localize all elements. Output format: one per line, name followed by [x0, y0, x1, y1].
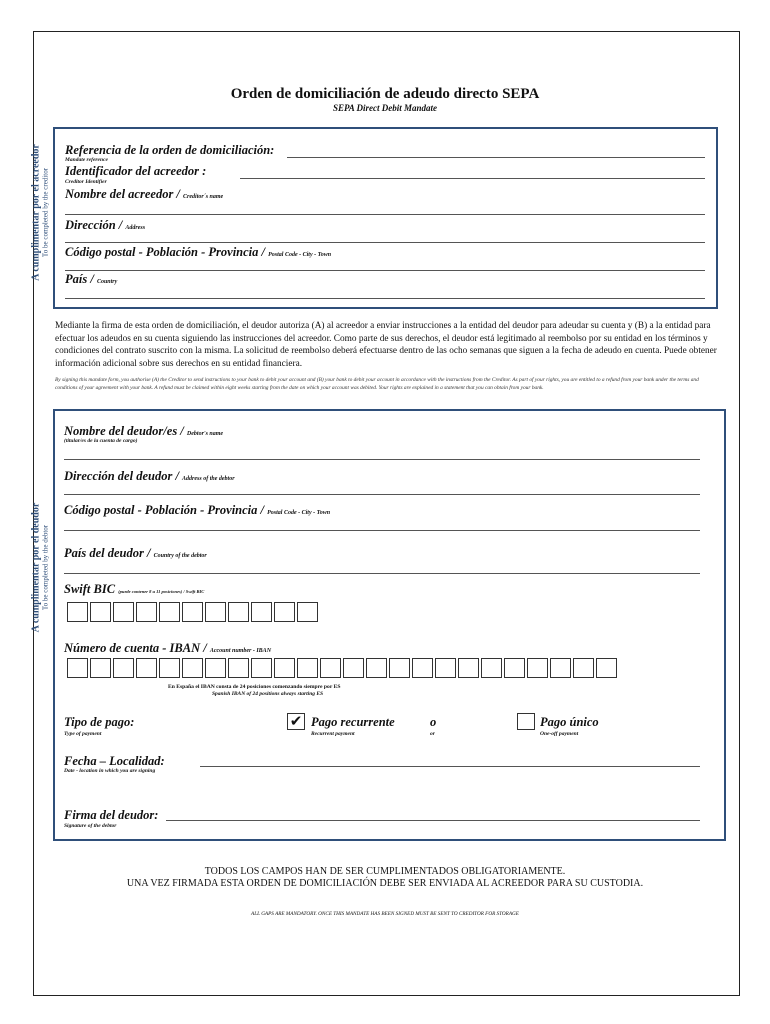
- creditor-id-field[interactable]: [240, 178, 705, 179]
- signature-en: Signature of the debtor: [64, 823, 117, 829]
- debtor-side-sub: To be completed by the debtor: [41, 524, 50, 611]
- iban-cell[interactable]: [205, 658, 226, 678]
- signature-label: Firma del deudor:: [64, 808, 159, 822]
- debtor-country-field[interactable]: [64, 573, 700, 574]
- iban-cell[interactable]: [504, 658, 525, 678]
- iban-cell[interactable]: [412, 658, 433, 678]
- debtor-name-label: Nombre del deudor/es / Debtor's name: [64, 424, 224, 438]
- mandate-ref-field[interactable]: [287, 157, 705, 158]
- one-off-label: Pago único: [540, 715, 599, 729]
- iban-cell[interactable]: [596, 658, 617, 678]
- creditor-side-sub: To be completed by the creditor: [41, 167, 50, 258]
- debtor-address-field[interactable]: [64, 494, 700, 495]
- iban-cell[interactable]: [550, 658, 571, 678]
- swift-cell[interactable]: [67, 602, 88, 622]
- swift-cell[interactable]: [274, 602, 295, 622]
- iban-input[interactable]: [67, 658, 619, 678]
- iban-cell[interactable]: [481, 658, 502, 678]
- iban-cell[interactable]: [573, 658, 594, 678]
- recurrent-en: Recurrent payment: [311, 731, 355, 737]
- footer-line-2: UNA VEZ FIRMADA ESTA ORDEN DE DOMICILIACIÓN DEBE SER ENVIADA AL ACREEDOR PARA SU CUSTODIA.: [126, 878, 644, 889]
- date-location-label: Fecha – Localidad:: [64, 754, 165, 768]
- debtor-postal-label: Código postal - Población - Provincia / Postal Code - City - Town: [64, 503, 331, 517]
- date-location-en: Date - location in which you are signing: [64, 768, 156, 774]
- iban-cell[interactable]: [251, 658, 272, 678]
- payment-type-label: Tipo de pago:: [64, 715, 135, 729]
- swift-cell[interactable]: [205, 602, 226, 622]
- iban-cell[interactable]: [274, 658, 295, 678]
- creditor-postal-label: Código postal - Población - Provincia / Postal Code - City - Town: [65, 245, 332, 259]
- swift-cell[interactable]: [159, 602, 180, 622]
- debtor-postal-field[interactable]: [64, 530, 700, 531]
- creditor-id-label: Identificador del acreedor :: [65, 164, 207, 178]
- creditor-country-field[interactable]: [65, 298, 705, 299]
- iban-cell[interactable]: [435, 658, 456, 678]
- creditor-id-en: Creditor Identifier: [65, 179, 107, 185]
- mandate-ref-label: Referencia de la orden de domiciliación:: [65, 143, 275, 157]
- iban-cell[interactable]: [458, 658, 479, 678]
- iban-cell[interactable]: [67, 658, 88, 678]
- swift-cell[interactable]: [136, 602, 157, 622]
- recurrent-label: Pago recurrente: [311, 715, 395, 729]
- form-title: Orden de domiciliación de adeudo directo SEPA: [230, 86, 540, 102]
- debtor-name-field[interactable]: [64, 459, 700, 460]
- iban-note-en: Spanish IBAN of 24 positions always starting ES: [212, 691, 324, 697]
- iban-cell[interactable]: [136, 658, 157, 678]
- iban-cell[interactable]: [320, 658, 341, 678]
- swift-cell[interactable]: [113, 602, 134, 622]
- legal-text-en: By signing this mandate form, you authorise (A) the Creditor to send instructions to your bank to debit your account and (B) your bank to debit your account in accordance with the instructions from the Creditor. As part of your rights, you are entitled to a refund from your bank under the terms and conditions of your agreement with your bank. A refund must be claimed within eight weeks starting from the date on which your account was debited. Your rights are explained in a statement that you can obtain from your bank.: [55, 377, 699, 391]
- iban-cell[interactable]: [297, 658, 318, 678]
- date-location-field[interactable]: [200, 766, 700, 767]
- creditor-name-field[interactable]: [65, 214, 705, 215]
- recurrent-checkbox[interactable]: ✔: [287, 713, 305, 730]
- iban-label: Número de cuenta - IBAN / Account number - IBAN: [64, 641, 272, 655]
- creditor-address-label: Dirección / Address: [65, 218, 146, 232]
- creditor-address-field[interactable]: [65, 242, 705, 243]
- iban-cell[interactable]: [389, 658, 410, 678]
- swift-cell[interactable]: [182, 602, 203, 622]
- one-off-en: One-off payment: [540, 731, 579, 737]
- swift-cell[interactable]: [228, 602, 249, 622]
- footer-english: ALL GAPS ARE MANDATORY. ONCE THIS MANDATE HAS BEEN SIGNED MUST BE SENT TO CREDITOR FOR STORAGE: [251, 911, 519, 917]
- debtor-address-label: Dirección del deudor / Address of the debtor: [64, 469, 235, 483]
- iban-cell[interactable]: [366, 658, 387, 678]
- debtor-name-note: (titular/es de la cuenta de cargo): [64, 438, 138, 444]
- iban-cell[interactable]: [343, 658, 364, 678]
- legal-text-es: Mediante la firma de esta orden de domiciliación, el deudor autoriza (A) al acreedor a enviar instrucciones a la entidad del deudor para adeudar su cuenta y (B) a la entidad para efectuar los adeudos en su cuenta siguiendo las instrucciones del acreedor. Como parte de sus derechos, el deudor está legitimado al reembolso por su entidad en los términos y condiciones del contrato suscrito con la misma. La solicitud de reembolso deberá efectuarse dentro de las ocho semanas que siguen a la fecha de adeudo en cuenta. Puede obtener información adicional sobre sus derechos en su entidad financiera.: [55, 321, 717, 369]
- iban-cell[interactable]: [90, 658, 111, 678]
- creditor-name-label: Nombre del acreedor / Creditor´s name: [65, 187, 224, 201]
- creditor-side-label: [31, 128, 50, 298]
- swift-cell[interactable]: [251, 602, 272, 622]
- one-off-checkbox[interactable]: [517, 713, 535, 730]
- form-subtitle: SEPA Direct Debit Mandate: [332, 103, 438, 113]
- debtor-side-label: [31, 443, 50, 693]
- footer-line-1: TODOS LOS CAMPOS HAN DE SER CUMPLIMENTADOS OBLIGATORIAMENTE.: [204, 866, 566, 877]
- creditor-postal-field[interactable]: [65, 270, 705, 271]
- iban-cell[interactable]: [527, 658, 548, 678]
- creditor-side-main: A cumplimentar por el acreedor: [30, 144, 42, 281]
- signature-field[interactable]: [166, 820, 700, 821]
- mandate-ref-en: Mandate reference: [65, 157, 108, 163]
- iban-cell[interactable]: [159, 658, 180, 678]
- swift-cell[interactable]: [297, 602, 318, 622]
- swift-cell[interactable]: [90, 602, 111, 622]
- or-label: o: [430, 715, 437, 729]
- iban-cell[interactable]: [228, 658, 249, 678]
- iban-note-es: En España el IBAN consta de 24 posiciones comenzando siempre por ES: [168, 684, 341, 690]
- iban-cell[interactable]: [113, 658, 134, 678]
- iban-cell[interactable]: [182, 658, 203, 678]
- payment-type-en: Type of payment: [64, 731, 102, 737]
- creditor-country-label: País / Country: [65, 272, 118, 286]
- or-en: or: [430, 731, 435, 737]
- debtor-country-label: País del deudor / Country of the debtor: [64, 546, 207, 560]
- swift-bic-input[interactable]: [67, 602, 320, 622]
- debtor-side-main: A cumplimentar por el deudor: [30, 502, 42, 633]
- swift-label: Swift BIC (puede contener 8 u 11 posiciones) / Swift BIC: [64, 582, 205, 596]
